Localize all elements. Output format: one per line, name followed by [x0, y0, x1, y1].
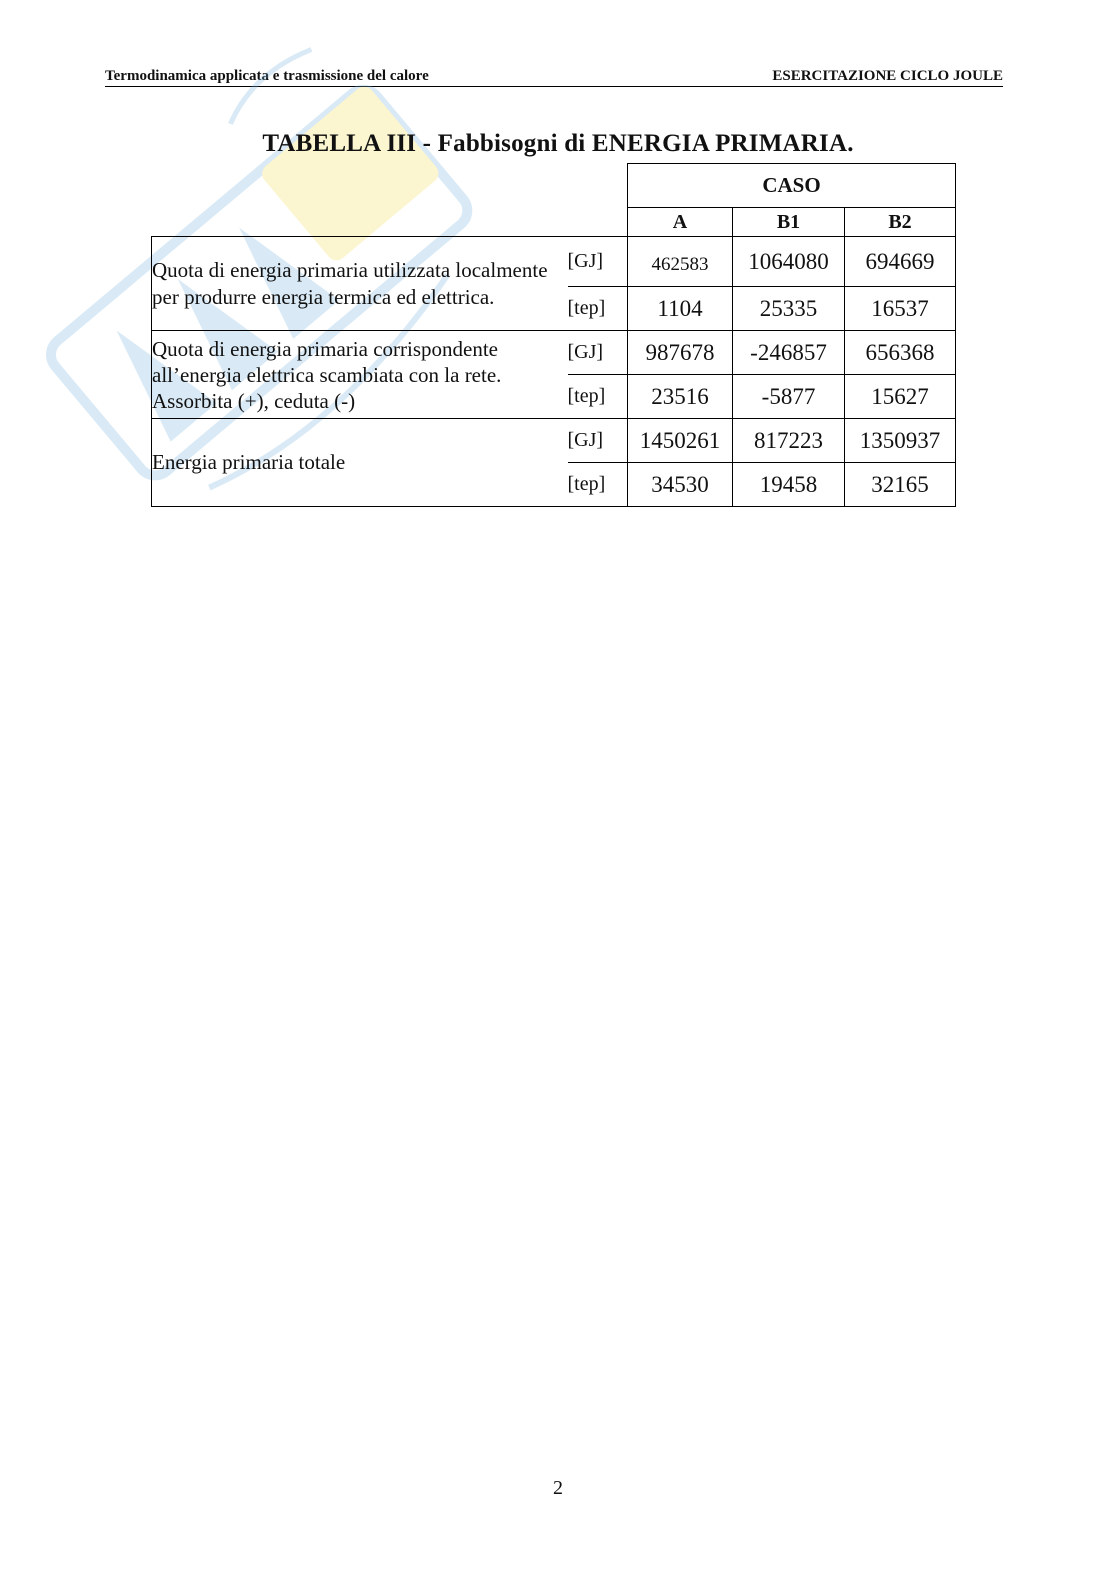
unit-label: [GJ] — [568, 419, 628, 463]
table-cell: 656368 — [845, 331, 956, 375]
table-row — [152, 419, 956, 463]
table-cell: 1064080 — [733, 237, 845, 287]
unit-label: [GJ] — [568, 331, 628, 375]
table-cell: 15627 — [845, 375, 956, 419]
header-course-title: Termodinamica applicata e trasmissione del calore — [105, 68, 429, 84]
row-description: Quota di energia primaria corrispondente all’energia elettrica scambiata con la rete. Assorbita (+), ceduta (-) — [152, 331, 568, 419]
row-description: Quota di energia primaria utilizzata localmente per produrre energia termica ed elettrica. — [152, 237, 568, 331]
table-row — [152, 331, 956, 375]
table-cell: 34530 — [628, 463, 733, 507]
table-cell: 1104 — [628, 287, 733, 331]
table-cell: 25335 — [733, 287, 845, 331]
table-row — [152, 237, 956, 287]
table-cell: 16537 — [845, 287, 956, 331]
column-header-a: A — [628, 208, 733, 237]
table-cell: 462583 — [628, 237, 733, 287]
page-header — [105, 66, 1003, 87]
table-cell: 694669 — [845, 237, 956, 287]
row-description: Energia primaria totale — [152, 419, 568, 507]
table-cell: 1350937 — [845, 419, 956, 463]
table-cell: -246857 — [733, 331, 845, 375]
column-header-b2: B2 — [845, 208, 956, 237]
caso-header: CASO — [628, 164, 956, 208]
column-header-b1: B1 — [733, 208, 845, 237]
table-cell: 1450261 — [628, 419, 733, 463]
table-cell: -5877 — [733, 375, 845, 419]
table-cell: 19458 — [733, 463, 845, 507]
primary-energy-table — [151, 163, 956, 507]
unit-label: [tep] — [568, 375, 628, 419]
unit-label: [GJ] — [568, 237, 628, 287]
table-column-header-row — [152, 208, 956, 237]
table-cell: 32165 — [845, 463, 956, 507]
unit-label: [tep] — [568, 463, 628, 507]
header-exercise-title: ESERCITAZIONE CICLO JOULE — [772, 68, 1003, 84]
table-group-header-row — [152, 164, 956, 208]
unit-label: [tep] — [568, 287, 628, 331]
table-cell: 23516 — [628, 375, 733, 419]
table-title: TABELLA III - Fabbisogni di ENERGIA PRIMARIA. — [262, 130, 854, 157]
table-cell: 817223 — [733, 419, 845, 463]
page-number: 2 — [553, 1477, 563, 1499]
table-cell: 987678 — [628, 331, 733, 375]
